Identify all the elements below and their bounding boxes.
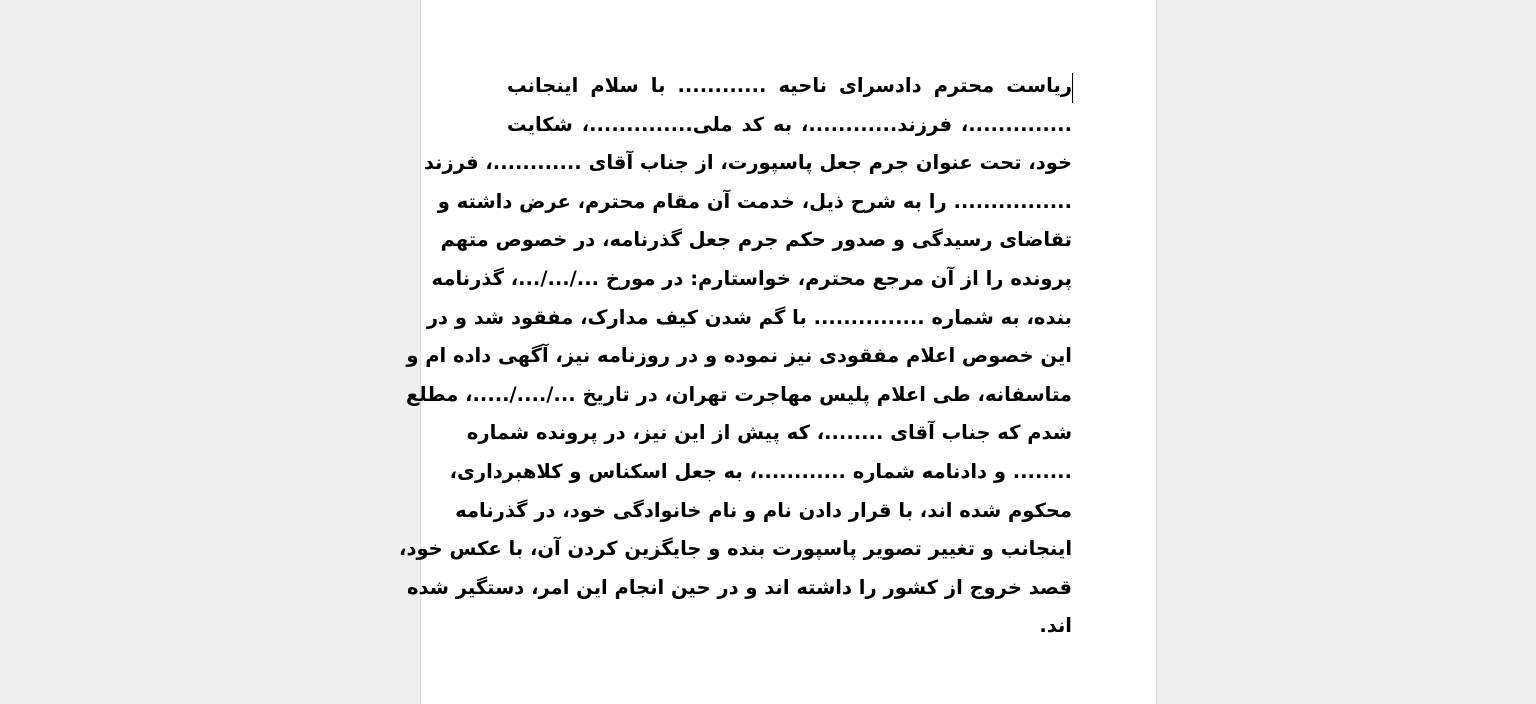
document-line: قصد خروج از کشور را داشته اند و در حین انجام این امر، دستگیر شده bbox=[407, 575, 1072, 599]
document-line: تقاضای رسیدگی و صدور حکم جرم جعل گذرنامه، در خصوص متهم bbox=[440, 228, 1072, 252]
document-line: ..............، فرزند............، به کد ملی..............، شکایت bbox=[507, 112, 1072, 136]
document-line: خود، تحت عنوان جرم جعل پاسپورت، از جناب آقای ............، فرزند bbox=[423, 151, 1072, 175]
document-line: اینجانب و تغییر تصویر پاسپورت بنده و جایگزین کردن آن، با عکس خود، bbox=[399, 537, 1072, 561]
document-line: شدم که جناب آقای ........، که پیش از این نیز، در پرونده شماره bbox=[466, 421, 1072, 445]
document-line: ریاست محترم دادسرای ناحیه ............ با سلام اینجانب bbox=[507, 74, 1072, 97]
document-page bbox=[399, 0, 1157, 704]
document-line: بنده، به شماره ............... با گم شدن کیف مدارک، مفقود شد و در bbox=[426, 305, 1072, 329]
text-cursor bbox=[1072, 73, 1073, 103]
document-body[interactable] bbox=[399, 67, 1072, 646]
document-line: ................ را به شرح ذیل، خدمت آن مقام محترم، عرض داشته و bbox=[437, 189, 1072, 213]
document-line: پرونده را از آن مرجع محترم، خواستارم: در مورخ .../.../...، گذرنامه bbox=[431, 266, 1072, 290]
document-line: متاسفانه، طی اعلام پلیس مهاجرت تهران، در تاریخ .../..../.....، مطلع bbox=[405, 382, 1072, 406]
document-line: محکوم شده اند، با قرار دادن نام و نام خانوادگی خود، در گذرنامه bbox=[455, 498, 1072, 522]
document-line: این خصوص اعلام مفقودی نیز نموده و در روزنامه نیز، آگهی داده ام و bbox=[406, 344, 1072, 368]
document-line: ........ و دادنامه شماره ............، به جعل اسکناس و کلاهبرداری، bbox=[449, 459, 1072, 483]
document-line-last: اند. bbox=[1039, 614, 1072, 638]
